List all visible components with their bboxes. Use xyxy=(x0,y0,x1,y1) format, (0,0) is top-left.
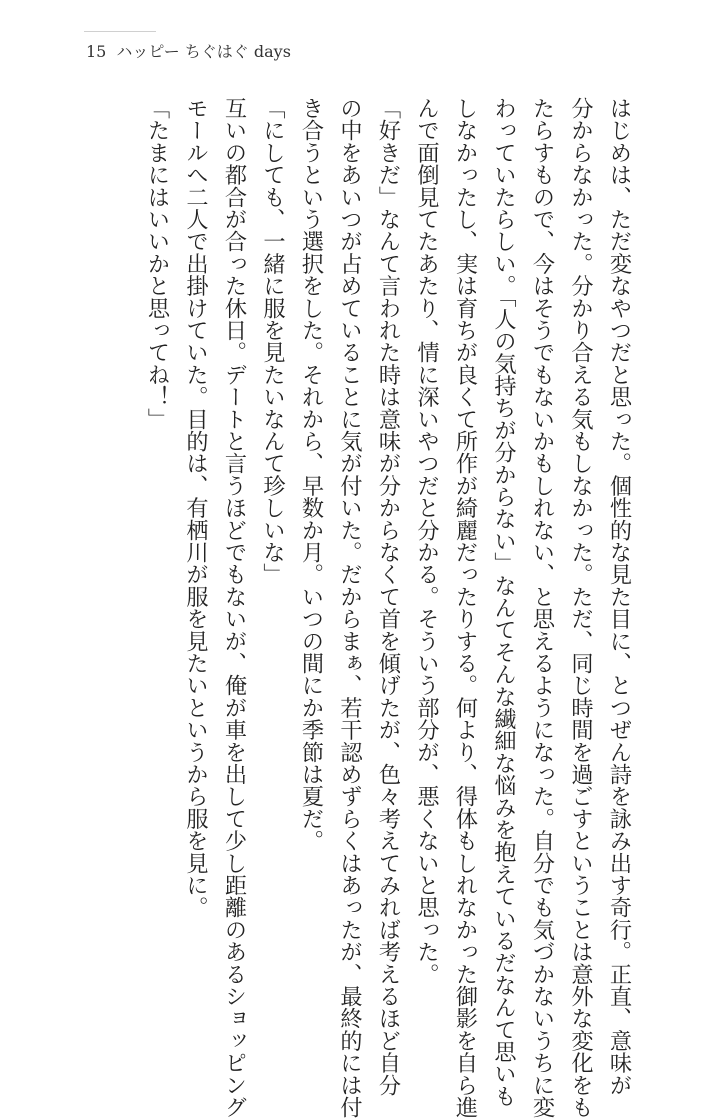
text-line-4: わっていたらしい。「人の気持ちが分からない」なんてそんな繊細な悩みを抱えているだなんて思いも xyxy=(490,97,517,1108)
header-rule xyxy=(84,31,156,32)
text-line-12: モールへ二人で出掛けていた。目的は、有栖川が服を見たいというから服を見に。 xyxy=(182,97,209,919)
text-line-10: 「にしても、一緒に服を見たいなんて珍しいな」 xyxy=(259,97,286,586)
page-number: 15 xyxy=(86,42,107,61)
text-line-13: 「たまにはいいかと思ってね！」 xyxy=(144,97,170,430)
text-line-6: んで面倒見てたあたり、情に深いやつだと分かる。そういう部分が、悪くないと思った。 xyxy=(413,97,440,985)
book-title: ハッピー ちぐはぐ days xyxy=(116,42,291,61)
text-line-8: の中をあいつが占めていることに気が付いた。だからまぁ、若干認めずらくはあったが、最終的には付 xyxy=(336,97,363,1118)
text-line-2: 分からなかった。分かり合える気もしなかった。ただ、同じ時間を過ごすということは意外な変化をも xyxy=(567,97,594,1118)
running-head xyxy=(86,42,291,62)
text-line-9: き合うという選択をした。それから、早数か月。いつの間にか季節は夏だ。 xyxy=(298,97,324,852)
text-line-3: たらすもので、今はそうでもないかもしれない、と思えるようになった。自分でも気づかないうちに変 xyxy=(529,97,555,1118)
text-line-1: はじめは、ただ変なやつだと思った。個性的な見た目に、とつぜん詩を詠み出す奇行。正直、意味が xyxy=(606,97,632,1097)
body-text xyxy=(138,97,639,1118)
text-line-7: 「好きだ」なんて言われた時は意味が分からなくて首を傾げたが、色々考えてみれば考えるほど自分 xyxy=(375,97,401,1096)
text-line-5: しなかったし、実は育ちが良くて所作が綺麗だったりする。何より、得体もしれなかった御影を自ら進 xyxy=(452,97,478,1118)
text-line-11: 互いの都合が合った休日。デートと言うほどでもないが、俺が車を出して少し距離のあるショッピング xyxy=(221,97,247,1118)
